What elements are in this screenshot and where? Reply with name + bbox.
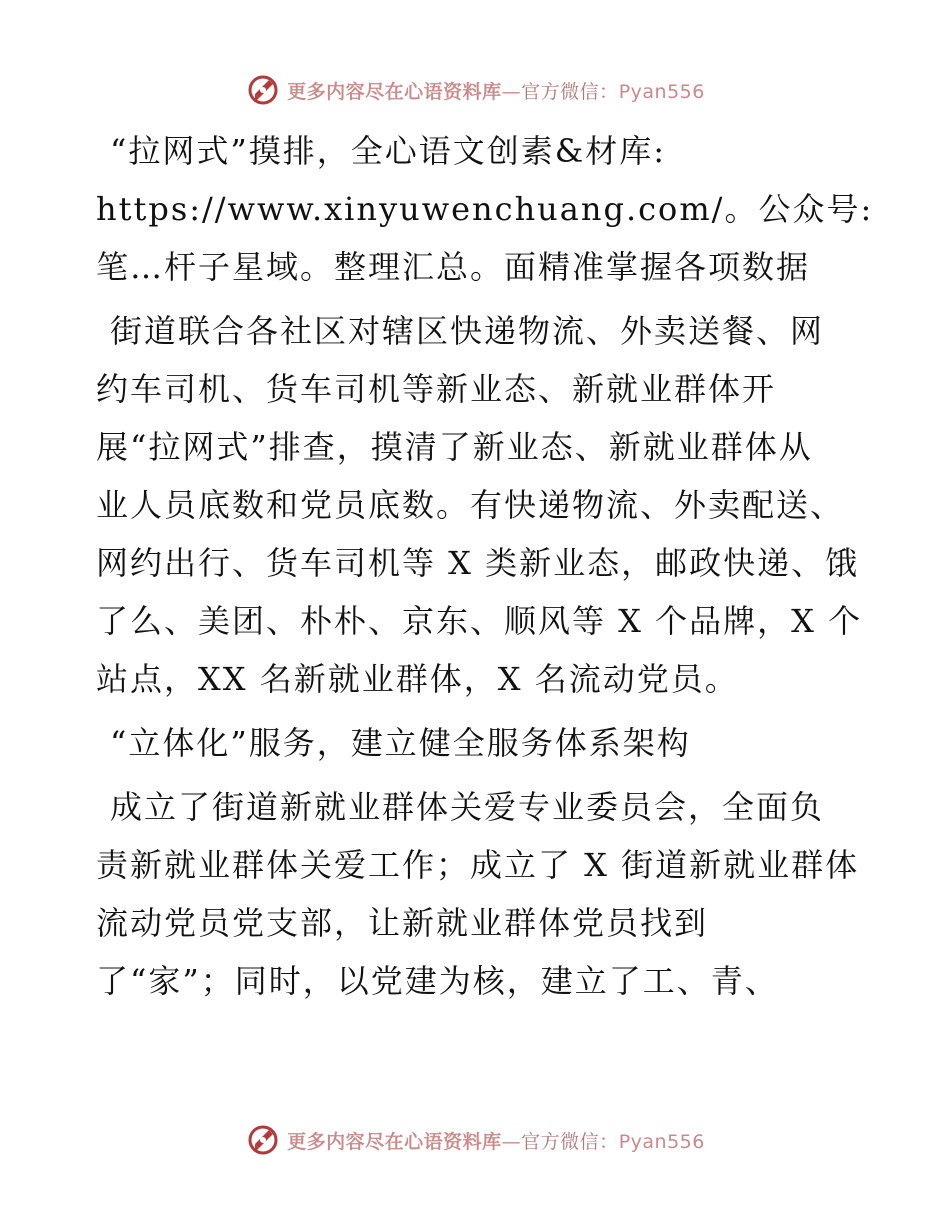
header-banner xyxy=(0,68,950,112)
text-line: 街道联合各社区对辖区快递物流、外卖送餐、网 xyxy=(110,312,825,350)
paragraph-heading-service xyxy=(96,714,856,772)
text-line: 约车司机、货车司机等新业态、新就业群体开 xyxy=(96,370,777,408)
header-banner-main: 更多内容尽在心语资料库 xyxy=(287,80,502,103)
header-banner-id: Pyan556 xyxy=(618,80,705,103)
paragraph-intro xyxy=(96,122,874,296)
footer-banner xyxy=(0,1118,950,1162)
text-line: 笔…杆子星域。整理汇总。面精准掌握各项数据 xyxy=(96,248,811,286)
text-line: 流动党员党支部，让新就业群体党员找到 xyxy=(96,904,709,942)
paragraph-survey xyxy=(96,302,863,708)
footer-banner-text xyxy=(287,1127,705,1154)
text-line: https://www.xinyuwenchuang.com/。公众号: xyxy=(96,190,874,228)
logo-icon xyxy=(245,72,281,108)
text-line: 业人员底数和党员底数。有快递物流、外卖配送、 xyxy=(96,486,845,524)
footer-banner-wechat: 官方微信： xyxy=(521,1130,619,1153)
header-banner-wechat: 官方微信： xyxy=(521,80,619,103)
section-heading: “立体化”服务，建立健全服务体系架构 xyxy=(110,724,691,762)
text-line: 站点，XX 名新就业群体，X 名流动党员。 xyxy=(96,660,739,698)
text-line: 展“拉网式”排查，摸清了新业态、新就业群体从 xyxy=(96,428,813,466)
header-banner-text xyxy=(287,77,705,104)
footer-banner-id: Pyan556 xyxy=(618,1130,705,1153)
footer-banner-main: 更多内容尽在心语资料库 xyxy=(287,1130,502,1153)
document-body xyxy=(96,122,874,1012)
paragraph-committee xyxy=(96,778,860,1010)
text-line: 了“家”；同时，以党建为核，建立了工、青、 xyxy=(96,962,779,1000)
text-line: “拉网式”摸排，全心语文创素&材库: xyxy=(110,132,666,170)
header-banner-dash: — xyxy=(501,80,522,103)
footer-banner-dash: — xyxy=(501,1130,522,1153)
text-line: 责新就业群体关爱工作；成立了 X 街道新就业群体 xyxy=(96,846,860,884)
text-line: 网约出行、货车司机等 X 类新业态，邮政快递、饿 xyxy=(96,544,860,582)
text-line: 了么、美团、朴朴、京东、顺风等 X 个品牌，X 个 xyxy=(96,602,863,640)
logo-icon xyxy=(245,1122,281,1158)
text-line: 成立了街道新就业群体关爱专业委员会，全面负 xyxy=(110,788,825,826)
